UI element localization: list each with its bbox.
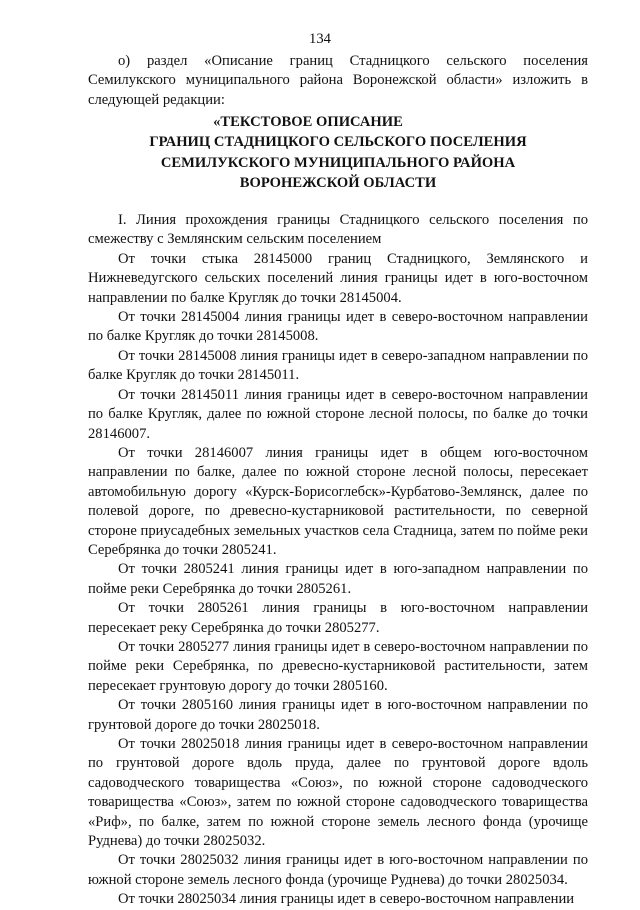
body-paragraph: От точки 2805241 линия границы идет в юго-западном направлении по пойме реки Серебрянка до точки 2805261.	[88, 561, 588, 597]
body-paragraph: От точки 28146007 линия границы идет в общем юго-восточном направлении по балке, далее по южной стороне лесной полосы, пересекает автомобильную дорогу «Курск-Борисоглебск»-Курбатово-Землянск, далее по полевой дороге, по древесно-кустарниковой растительности, по северной стороне приусадебных земельных участков села Стадница, затем по пойме реки Серебрянка до точки 2805241.	[88, 444, 588, 558]
heading-line-4: ВОРОНЕЖСКОЙ ОБЛАСТИ	[239, 174, 437, 191]
section-heading	[88, 112, 588, 193]
heading-line-2: ГРАНИЦ СТАДНИЦКОГО СЕЛЬСКОГО ПОСЕЛЕНИЯ	[149, 134, 527, 151]
body-paragraph: От точки 28145008 линия границы идет в северо-западном направлении по балке Кругляк до точки 28145011.	[88, 347, 588, 384]
body-paragraph: От точки 2805160 линия границы идет в юго-восточном направлении по грунтовой дороге до точки 28025018.	[88, 697, 588, 733]
heading-line-3: СЕМИЛУКСКОГО МУНИЦИПАЛЬНОГО РАЙОНА	[160, 154, 516, 171]
heading-line-1: «ТЕКСТОВОЕ ОПИСАНИЕ	[213, 114, 403, 131]
body-paragraph: От точки 28145004 линия границы идет в северо-восточном направлении по балке Кругляк до точки 28145008.	[88, 309, 588, 345]
section-title-paragraph: I. Линия прохождения границы Стадницкого сельского поселения по смежеству с Землянским сельским поселением	[88, 212, 588, 248]
body-paragraph: От точки 28025032 линия границы идет в юго-восточном направлении по южной стороне земель лесного фонда (урочище Руднева) до точки 28025034.	[88, 852, 588, 888]
body-paragraph: От точки стыка 28145000 границ Стадницкого, Землянского и Нижневедугского сельских поселений линия границы идет в юго-восточном направлении по балке Кругляк до точки 28145004.	[88, 250, 588, 306]
document-body	[88, 52, 588, 910]
body-paragraph: От точки 28025018 линия границы идет в северо-восточном направлении по грунтовой дороге вдоль пруда, далее по грунтовой дороге вдоль садоводческого товарищества «Союз», по южной стороне садоводческого товарищества «Союз», затем по южной стороне садоводческого товарищества «Риф», по балке, затем по южной стороне земель лесного фонда (урочище Руднева) до точки 28025032.	[88, 736, 588, 850]
body-paragraph: От точки 28025034 линия границы идет в северо-восточном направлении	[118, 891, 575, 908]
body-paragraph: От точки 2805261 линия границы в юго-восточном направлении пересекает реку Серебрянка до точки 2805277.	[88, 600, 588, 636]
intro-paragraph: о) раздел «Описание границ Стадницкого сельского поселения Семилукского муниципального района Воронежской области» изложить в следующей редакции:	[88, 53, 588, 108]
body-paragraph: От точки 28145011 линия границы идет в северо-восточном направлении по балке Кругляк, далее по южной стороне лесной полосы, по балке до точки 28146007.	[88, 386, 588, 442]
page-number: 134	[309, 31, 331, 47]
body-paragraph: От точки 2805277 линия границы идет в северо-восточном направлении по пойме реки Серебрянка, по древесно-кустарниковой растительности, затем пересекает грунтовую дорогу до точки 2805160.	[88, 638, 588, 694]
